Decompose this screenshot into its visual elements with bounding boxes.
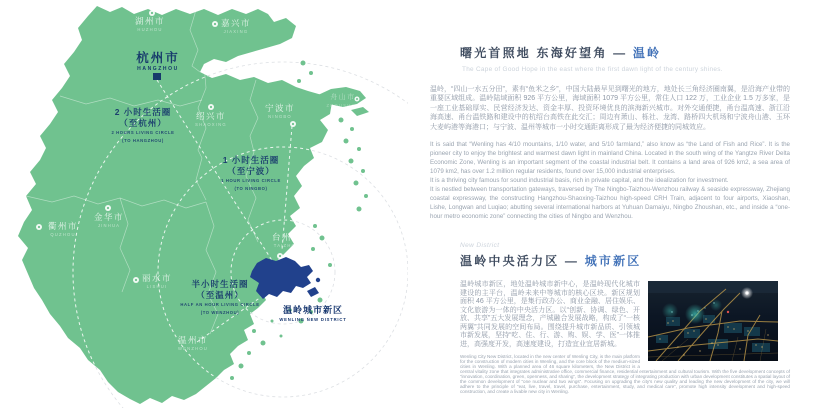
section1-body-en — [430, 140, 790, 221]
map-label-huzhou: 湖州市 HUZHOU — [134, 16, 166, 32]
text-content — [430, 46, 790, 394]
map-label-lishui: 丽水市 LISHUI — [141, 273, 173, 289]
section1-body-zh: 温岭，“四山一水五分田”，素有“鱼米之乡”，中国大陆最早见到曙光的地方，地处长三角经济圈南翼，是沿海产业带的重要区域组成。温岭陆域面积 926 平方公里，海域面积 1079 平方公里，常住人口 122 万，工业企业 1.5 万多家，是一座工业基础厚实、民营经济发达、资金丰厚、投资环境优良的滨海新兴城市。对外交通便捷，甬台温高速、浙江沿海高速、甬台温铁路和建设中的杭绍台高铁在此交汇；周边有萧山、栎社、龙湾、路桥四大机场和宁波舟山港、玉环大麦屿港等海港口；与宁波、温州等城市一小时交通距离形成了最为经济便捷的同城效应。 — [430, 86, 790, 131]
map-label-jiaxing: 嘉兴市 JIAXING — [220, 18, 252, 34]
map-label-wenzhou: 温州市 WENZHOU — [177, 335, 209, 351]
new-district-night-photo — [648, 281, 778, 361]
map-label-taizhou: 台州市 TAIZHOU — [271, 232, 303, 248]
map-label-jinhua: 金华市 JINHUA — [93, 212, 125, 228]
label-half-hour-circle: 半小时生活圈 （至温州） HALF AN HOUR LIVING CIRCLE (TO WENZHOU) — [180, 279, 260, 315]
section1-title — [460, 46, 790, 61]
night-city-rendering — [648, 281, 778, 361]
section1-title-accent: 温岭 — [632, 46, 662, 60]
section2-body-zh: 温岭城市新区，地处温岭城市新中心，是温岭现代化城市建设的主平台，温岭未来中等城市的核心区块。新区规划面积 46 平方公里，是集行政办公、商业金融、居住娱乐、文化旅游为一体的中央活力区。以“创新、协调、绿色、开放、共享”五大发展理念，产城融合发展战略，构成了“一核两翼”共同发展的空间布局。围绕提升城市新品质、引领城市新发展，坚持“吃、住、行、游、购、娱、学、医”一体推进，高强度开发，高速度建设，打造宜业宜居新城。 — [460, 281, 640, 348]
section2-body-en: Wenling City New District, located in the new center of Wenling City, is the main platform for the construction of modern cities in Wenling, and the core block of the medium-sized cities in Wenling. With a planned area of 46 square kilometers, the New District is a central vitality zone that integrates administrative office, commercial finance, residential entertainment and cultural tourism. With the five development concepts of “innovation, coordination, green, openness, and sharing”, the development strategy of integrating production with urban development constitutes a spatial layout of the common development of “one nuclear and two wings”. Focusing on upgrading the city's new quality and leading the new development of the city, we will adhere to the principle of “eat, live, travel, travel, purchase, entertainment, study, and medical care”, promote high intensity development and high-speed construction, and create a livable new city in Wenling. — [460, 354, 790, 395]
map-label-shaoxing: 绍兴市 SHAOXING — [195, 111, 227, 127]
wenling-highlight-region — [250, 257, 320, 299]
section1-title-prefix: 曙光首照地 东海好望角 — — [460, 46, 628, 60]
section1-subtitle-en: The Cape of Good Hope in the east where the first dawn light of the century shines. — [462, 66, 723, 73]
section-new-district — [460, 242, 790, 394]
map-label-zhoushan: 舟山市 ZHOUSHAN — [326, 94, 360, 108]
label-2-hour-circle: 2 小时生活圈 （至杭州） 2 HOURS LIVING CIRCLE (TO HANGZHOU) — [111, 107, 175, 143]
map-label-hangzhou: 杭州市 HANGZHOU — [136, 51, 180, 72]
section2-title — [460, 254, 790, 269]
section2-title-prefix: 温岭中央活力区 — — [460, 254, 580, 269]
map-label-ningbo: 宁波市 NINGBO — [264, 103, 296, 119]
section-wenling-intro — [430, 46, 790, 221]
section2-title-accent: 城市新区 — [584, 254, 642, 269]
section1-body-en-p3: It is nestled between transportation gateways, traversed by The Ningbo-Taizhou-Wenzhou railway & seaside expressway, Zhejiang coastal expressway, the constructing Hangzhou-Shaoxing-Taizhou high-speed CRH Train, adjacent to four airports, Xiaoshan, Lishe, Longwan and Luqiao; abutting several international harbors at Yuhuan Damaiyu, Ningbo Zhoushan, etc., and inside a “one-hour metro economic zone” connecting the cities of Ningbo and Wenzhou. — [430, 186, 790, 221]
label-1-hour-circle: 1 小时生活圈 （至宁波） 1 HOUR LIVING CIRCLE (TO NINGBO) — [221, 155, 281, 191]
section1-body-en-p2: It is a thriving city famous for sound industrial basis, rich in private capital, and the idealization for investment. — [430, 177, 729, 185]
map-label-quzhou: 衢州市 QUZHOU — [47, 221, 79, 237]
zhejiang-province-shape — [18, 6, 332, 404]
label-wenling-new-district: 温岭城市新区 WENLING NEW DISTRICT — [279, 305, 347, 322]
hangzhou-marker — [153, 73, 161, 80]
section2-body — [460, 281, 790, 394]
section2-eyebrow: New District — [460, 242, 500, 250]
section1-body-en-p1: It is said that “Wenling has 4/10 mountains, 1/10 water, and 5/10 farmland,” also know as “the Land of Fish and Rice”. It is the pioneer city to enjoy the brightest and warmest dawn light in mainland China. Located in the south wing of the Yangtze River Delta Economic Zone, Wenling is an important segment of the coastal industrial belt. It contains a land area of 926 km2, a sea area of 1079 km2, has over 1.2 million regular residents, found over 15,000 industrial enterprises. — [430, 141, 790, 176]
